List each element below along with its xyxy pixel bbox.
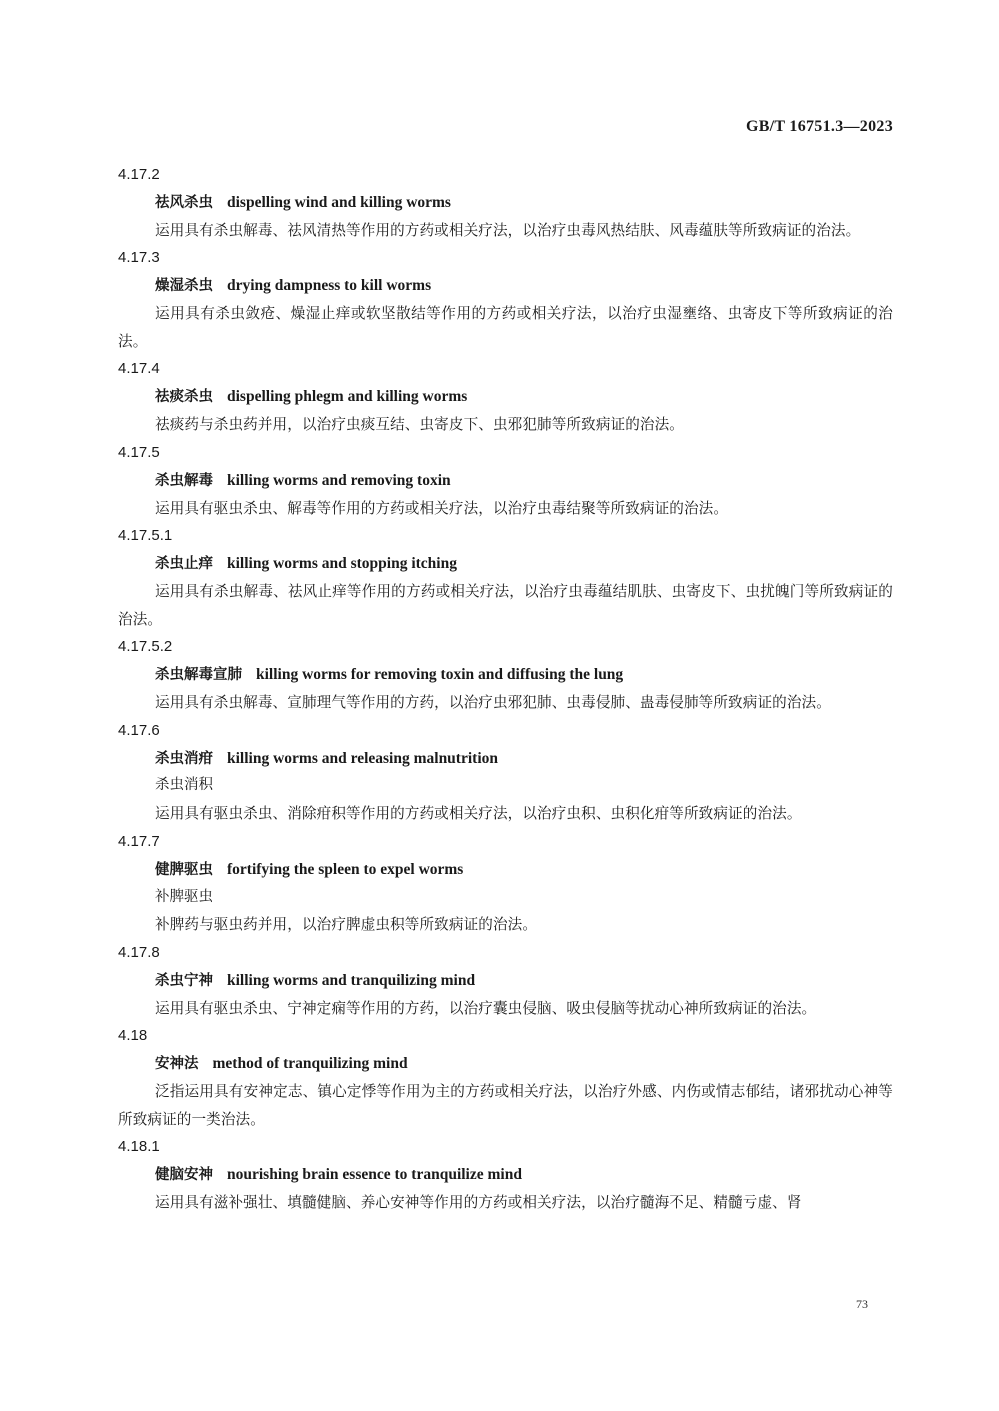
term-chinese: 祛风杀虫 <box>155 195 213 211</box>
term-list <box>118 161 893 1217</box>
term-definition: 运用具有驱虫杀虫、解毒等作用的方药或相关疗法，以治疗虫毒结聚等所致病证的治法。 <box>155 499 729 517</box>
term-entry <box>118 439 893 522</box>
term-english: killing worms and tranquilizing mind <box>227 971 476 989</box>
term-definition: 祛痰药与杀虫药并用，以治疗虫痰互结、虫寄皮下、虫邪犯肺等所致病证的治法。 <box>155 416 684 434</box>
term-chinese: 健脾驱虫 <box>155 861 213 878</box>
term-definition: 运用具有杀虫敛疮、燥湿止痒或软坚散结等作用的方药或相关疗法，以治疗虫湿壅络、虫寄皮下等所致病证的治法。 <box>118 305 893 350</box>
term-entry <box>118 1133 893 1216</box>
term-heading <box>155 1161 893 1189</box>
clause-number: 4.18.1 <box>118 1138 160 1156</box>
term-english: method of tranquilizing mind <box>212 1055 408 1073</box>
clause-number: 4.17.8 <box>118 943 160 961</box>
term-entry <box>118 828 893 939</box>
term-chinese: 杀虫止痒 <box>155 556 213 573</box>
term-entry <box>118 1022 893 1133</box>
term-heading <box>155 745 893 773</box>
clause-number: 4.17.4 <box>118 360 160 378</box>
clause-number: 4.17.5 <box>118 443 160 461</box>
clause-number: 4.18 <box>118 1027 148 1045</box>
term-definition: 运用具有驱虫杀虫、宁神定痫等作用的方药，以治疗囊虫侵脑、吸虫侵脑等扰动心神所致病证的治法。 <box>155 999 817 1017</box>
term-definition: 运用具有杀虫解毒、宣肺理气等作用的方药，以治疗虫邪犯肺、虫毒侵肺、蛊毒侵肺等所致病证的治法。 <box>155 694 831 712</box>
term-chinese: 杀虫宁神 <box>155 972 213 989</box>
term-entry <box>118 939 893 1022</box>
term-heading <box>155 383 893 411</box>
clause-number: 4.17.3 <box>118 249 160 267</box>
term-entry <box>118 355 893 438</box>
term-chinese: 燥湿杀虫 <box>155 278 213 295</box>
term-english: dispelling phlegm and killing worms <box>227 388 468 406</box>
clause-number: 4.17.5.1 <box>118 527 173 545</box>
term-synonym: 杀虫消积 <box>155 777 213 794</box>
term-heading <box>155 967 893 995</box>
term-heading <box>155 856 893 884</box>
term-chinese: 祛痰杀虫 <box>155 389 213 406</box>
term-heading <box>155 467 893 495</box>
term-definition: 补脾药与驱虫药并用，以治疗脾虚虫积等所致病证的治法。 <box>155 916 538 934</box>
term-chinese: 杀虫解毒 <box>155 472 213 489</box>
term-chinese: 杀虫解毒宣肺 <box>155 667 242 684</box>
term-heading <box>155 1050 893 1078</box>
term-entry <box>118 161 893 244</box>
term-heading <box>155 189 893 217</box>
term-definition: 运用具有杀虫解毒、祛风清热等作用的方药或相关疗法，以治疗虫毒风热结肤、风毒蕴肤等所致病证的治法。 <box>155 221 861 239</box>
term-english: killing worms and stopping itching <box>227 555 457 573</box>
term-english: nourishing brain essence to tranquilize mind <box>227 1166 522 1184</box>
term-chinese: 安神法 <box>155 1056 199 1073</box>
term-synonym: 补脾驱虫 <box>155 888 213 905</box>
clause-number: 4.17.5.2 <box>118 638 173 656</box>
term-english: fortifying the spleen to expel worms <box>227 860 464 878</box>
clause-number: 4.17.7 <box>118 832 160 850</box>
term-entry <box>118 522 893 633</box>
term-heading <box>155 272 893 300</box>
standard-number: GB/T 16751.3—2023 <box>745 118 893 135</box>
page-number: 73 <box>856 1297 868 1311</box>
term-english: killing worms for removing toxin and diffusing the lung <box>256 666 624 684</box>
term-entry <box>118 244 893 355</box>
term-english: killing worms and releasing malnutrition <box>227 749 498 767</box>
term-chinese: 杀虫消疳 <box>155 750 213 767</box>
term-chinese: 健脑安神 <box>155 1167 213 1184</box>
term-english: dispelling wind and killing worms <box>227 194 451 211</box>
term-english: drying dampness to kill worms <box>227 277 432 295</box>
term-definition: 运用具有驱虫杀虫、消除疳积等作用的方药或相关疗法，以治疗虫积、虫积化疳等所致病证的治法。 <box>155 805 802 823</box>
term-definition: 运用具有滋补强壮、填髓健脑、养心安神等作用的方药或相关疗法，以治疗髓海不足、精髓亏虚、肾 <box>155 1194 802 1212</box>
term-definition: 泛指运用具有安神定志、镇心定悸等作用为主的方药或相关疗法，以治疗外感、内伤或情志郁结，诸邪扰动心神等所致病证的一类治法。 <box>118 1082 893 1128</box>
clause-number: 4.17.2 <box>118 166 160 183</box>
term-entry <box>118 717 893 828</box>
term-definition: 运用具有杀虫解毒、祛风止痒等作用的方药或相关疗法，以治疗虫毒蕴结肌肤、虫寄皮下、虫扰魄门等所致病证的治法。 <box>118 582 893 628</box>
term-entry <box>118 633 893 716</box>
term-heading <box>155 550 893 578</box>
term-heading <box>155 661 893 689</box>
term-english: killing worms and removing toxin <box>227 471 451 489</box>
clause-number: 4.17.6 <box>118 721 160 739</box>
